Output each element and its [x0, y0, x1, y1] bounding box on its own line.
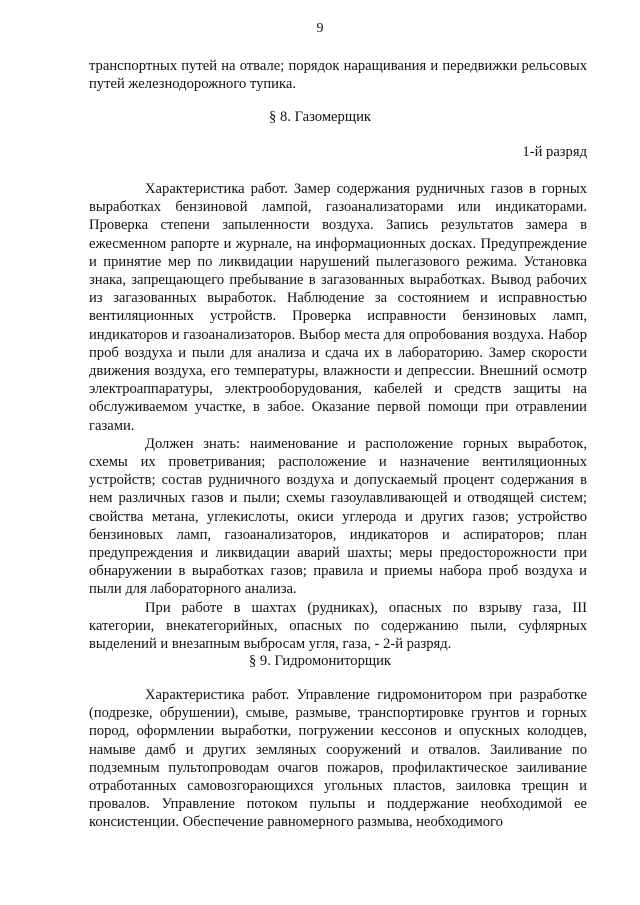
intro-paragraph [89, 57, 587, 93]
section-9-body [89, 686, 587, 832]
section-9-heading: § 9. Гидромониторщик [248, 653, 392, 669]
section-8-body [89, 180, 587, 653]
section-8-note: При работе в шахтах (рудниках), опасных по взрыву газа, III категории, внекатегорийных, опасных по содержанию пыли, суфлярных выделений и внезапным выбросам угля, газа, - 2-й разряд. [89, 599, 587, 653]
section-8-characteristics: Характеристика работ. Замер содержания рудничных газов в горных выработках бензиновой лампой, газоанализаторами или индикаторами. Проверка степени запыленности воздуха. Запись результатов замера в ежесменном рапорте и журнале, на информационных досках. Предупреждение и принятие мер по ликвидации нарушений пылегазового режима. Установка знака, запрещающего пребывание в загазованных выработках. Вывод рабочих из загазованных выработок. Наблюдение за состоянием и исправностью вентиляционных устройств. Проверка исправности бензиновых ламп, индикаторов и газоанализаторов. Выбор места для опробования воздуха. Набор проб воздуха и пыли для анализа и сдача их в лабораторию. Замер скорости движения воздуха, его температуры, влажности и депрессии. Внешний осмотр электроаппаратуры, электрооборудования, кабелей и средств защиты на обслуживаемом участке, в забое. Оказание первой помощи при отравлении газами. [89, 181, 587, 434]
intro-text: транспортных путей на отвале; порядок наращивания и передвижки рельсовых путей железнодорожного тупика. [89, 58, 587, 93]
page-number: 9 [316, 21, 324, 36]
section-8-grade: 1-й разряд [522, 144, 587, 160]
section-8-heading: § 8. Газомерщик [269, 109, 371, 125]
section-9-characteristics: Характеристика работ. Управление гидромонитором при разработке (подрезке, обрушении), смыве, размыве, транспортировке грунтов и горных пород, оформлении выработки, погружении кессонов и опускных колодцев, намыве дамб и других земляных сооружений и отвалов. Заиливание по подземным пультопроводам очагов пожаров, профилактическое заиливание отработанных самовозгорающихся угольных пластов, заиловка трещин и провалов. Управление потоком пульпы и поддержание необходимой ее консистенции. Обеспечение равномерного размыва, необходимого [89, 687, 587, 831]
section-8-must-know: Должен знать: наименование и расположение горных выработок, схемы их проветривания; расположение и назначение вентиляционных устройств; состав рудничного воздуха и допускаемый процент содержания в нем различных газов и пыли; схемы газоулавливающей и отводящей систем; свойства метана, углекислоты, окиси углерода и других газов; устройство бензиновых ламп, газоанализаторов, индикаторов и аспираторов; план предупреждения и ликвидации аварий шахты; меры предосторожности при обнаружении в выработках газов; правила и приемы набора проб воздуха и пыли для лабораторного анализа. [89, 435, 587, 598]
